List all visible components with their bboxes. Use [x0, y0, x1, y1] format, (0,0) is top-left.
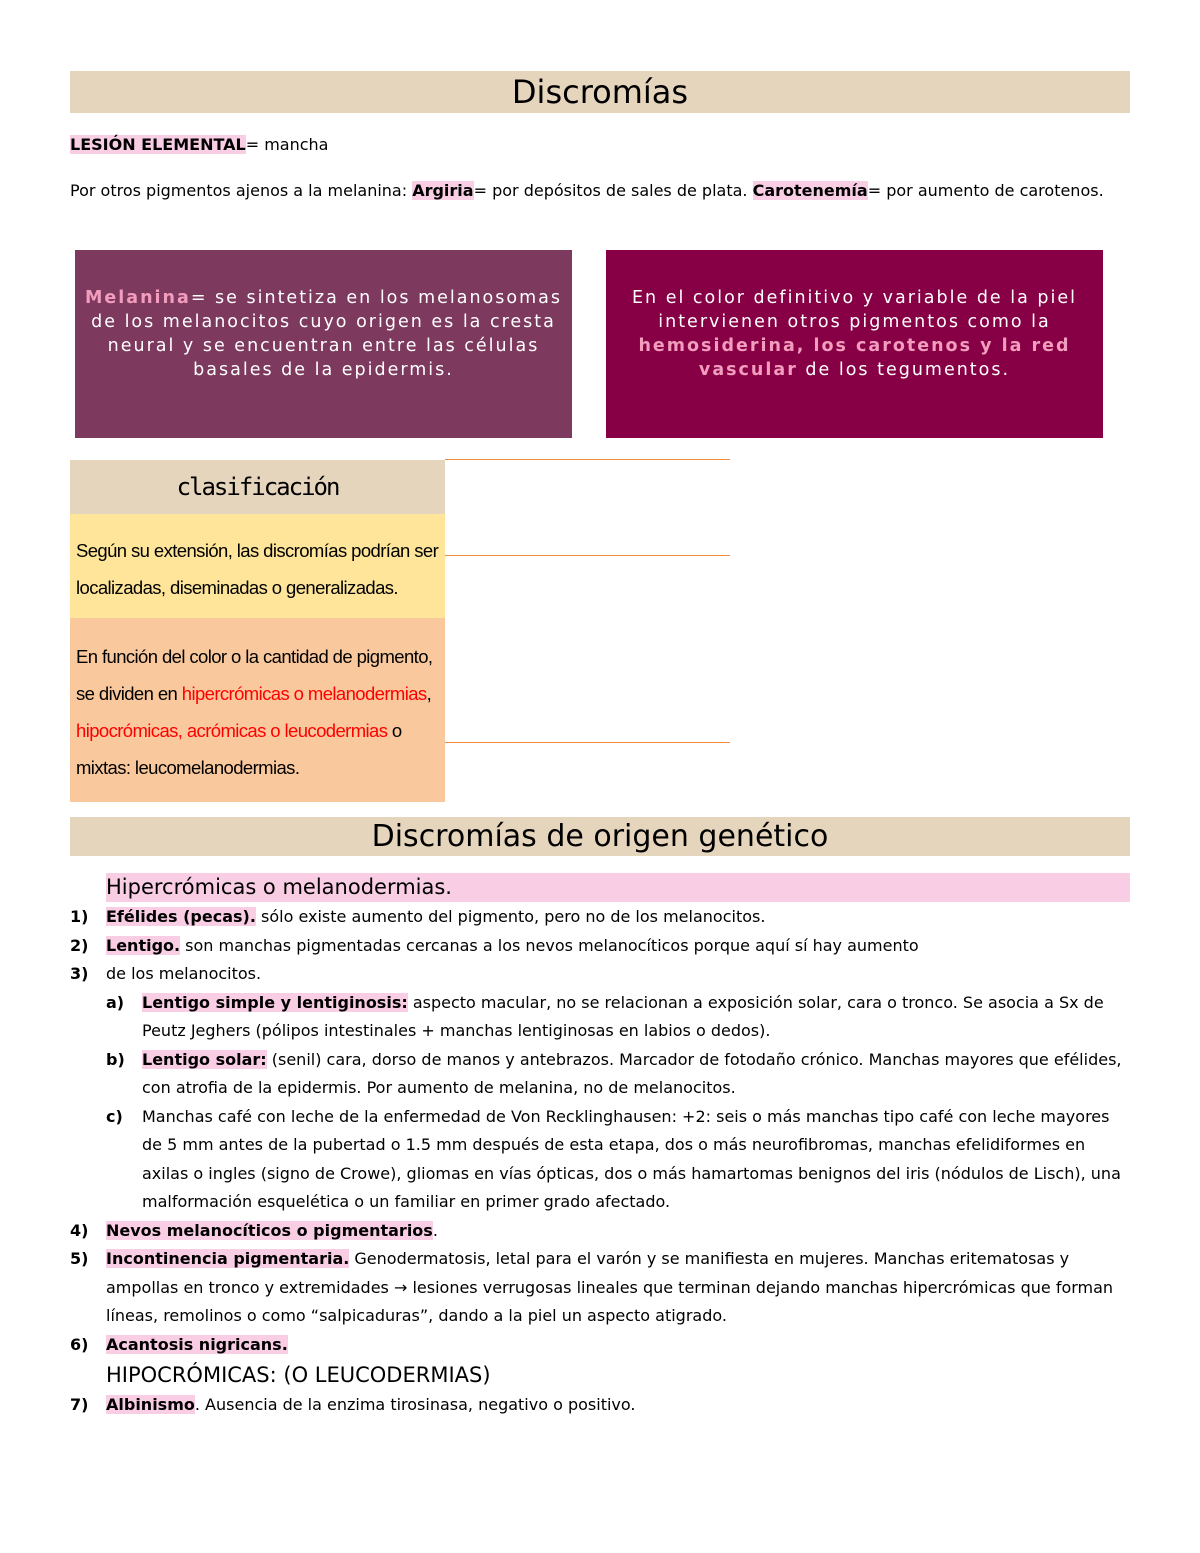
pigments-intro: Por otros pigmentos ajenos a la melanina:: [70, 181, 413, 200]
list-text: . Ausencia de la enzima tirosinasa, negativo o positivo.: [194, 1395, 636, 1414]
argiria-text: = por depósitos de sales de plata.: [473, 181, 753, 200]
list-item: [70, 1331, 1130, 1360]
sub-list-term: Lentigo solar:: [142, 1049, 267, 1069]
list-item: [70, 1391, 1130, 1420]
sub-list-term: Lentigo simple y lentiginosis:: [142, 992, 408, 1012]
classification-extension: Según su extensión, las discromías podrían ser localizadas, diseminadas o generalizadas.: [70, 514, 445, 618]
list-term: Nevos melanocíticos o pigmentarios: [106, 1220, 433, 1240]
list-text: .: [432, 1220, 438, 1240]
sub-list-num: c): [106, 1106, 123, 1126]
list-item: [70, 903, 1130, 932]
sub-list-item: [70, 1103, 1130, 1217]
sub-list-item: [70, 989, 1130, 1046]
list-text: son manchas pigmentadas cercanas a los nevos melanocíticos porque aquí sí hay aumento: [180, 935, 919, 955]
pigments-box-highlight: hemosiderina, los carotenos y la red vascular: [638, 336, 1071, 380]
list-text: de los melanocitos.: [106, 964, 262, 983]
lesion-elemental-value: = mancha: [245, 135, 329, 154]
list-item: [70, 1217, 1130, 1246]
sub-list-item: [70, 1046, 1130, 1103]
connector-line: [445, 459, 730, 460]
argiria-term: Argiria: [412, 181, 474, 200]
list-num: 3): [70, 964, 89, 983]
list-num: 5): [70, 1249, 89, 1268]
pigments-box-text1: En el color definitivo y variable de la piel intervienen otros pigmentos como la: [631, 288, 1078, 332]
lesion-elemental-line: [70, 131, 1130, 158]
page-title: Discromías: [70, 71, 1130, 113]
hipercromicas-heading: Hipercrómicas o melanodermias.: [106, 873, 1130, 902]
classification-color-text1: En función del color o la cantidad de pigmento, se dividen en: [76, 646, 433, 704]
sub-list-text: Manchas café con leche de la enfermedad de Von Recklinghausen: +2: seis o más manchas tipo café con leche mayores de 5 mm antes de la pubertad o 1.5 mm después de esta etapa, dos o más neurofibromas, manchas efelidiformes en axilas o ingles (signo de Crowe), gliomas en vías ópticas, dos o más hamartomas benignos del iris (nódulos de Lisch), una malformación esquelética o un familiar en primer grado afectado.: [142, 1106, 1121, 1211]
classification-color: [70, 618, 445, 802]
sub-list-num: a): [106, 992, 125, 1012]
hipercromicas-term: hipercrómicas o melanodermias: [181, 683, 427, 704]
melanina-text: = se sintetiza en los melanosomas de los melanocitos cuyo origen es la cresta neural y se encuentran entre las células basales de la epidermis.: [91, 288, 562, 380]
list-item: [70, 1245, 1130, 1331]
sub-list-text: (senil) cara, dorso de manos y antebrazos. Marcador de fotodaño crónico. Manchas mayores que efélides, con atrofia de la epidermis. Por aumento de melanina, no de melanocitos.: [142, 1049, 1122, 1097]
pigments-paragraph: [70, 177, 1130, 204]
classification-color-text3: o mixtas: leucomelanodermias.: [76, 720, 402, 778]
hipocromicas-heading-text: HIPOCRÓMICAS: (O LEUCODERMIAS): [106, 1363, 491, 1387]
melanina-box: [75, 250, 572, 438]
list-num: 6): [70, 1334, 89, 1354]
carotenemia-term: Carotenemía: [752, 181, 868, 200]
list-term: Acantosis nigricans.: [106, 1334, 288, 1354]
hipocromicas-heading: [70, 1359, 1130, 1391]
list-term: Albinismo: [106, 1395, 195, 1414]
list-term: Efélides (pecas).: [106, 907, 256, 926]
sub-list-text: aspecto macular, no se relacionan a exposición solar, cara o tronco. Se asocia a Sx de Peutz Jeghers (pólipos intestinales + manchas lentiginosas en labios o dedos).: [142, 992, 1104, 1040]
connector-line: [445, 555, 730, 556]
genetic-list: [70, 903, 1130, 1420]
hipocromicas-term: hipocrómicas, acrómicas o leucodermias: [76, 720, 388, 741]
pigments-box-text2: de los tegumentos.: [797, 360, 1011, 380]
lesion-elemental-label: LESIÓN ELEMENTAL: [70, 135, 246, 154]
list-text: sólo existe aumento del pigmento, pero no de los melanocitos.: [255, 907, 766, 926]
list-num: 4): [70, 1220, 89, 1240]
list-item: [70, 960, 1130, 989]
classification-header: clasificación: [70, 460, 445, 514]
connector-line: [445, 742, 730, 743]
list-num: 2): [70, 935, 89, 955]
list-num: 7): [70, 1395, 89, 1414]
classification-color-text2: ,: [426, 683, 432, 704]
list-item: [70, 932, 1130, 961]
list-term: Lentigo.: [106, 935, 181, 955]
carotenemia-text: = por aumento de carotenos.: [867, 181, 1104, 200]
list-num: 1): [70, 907, 89, 926]
melanina-term: Melanina: [85, 288, 191, 308]
section-title: Discromías de origen genético: [70, 817, 1130, 856]
pigments-box: [606, 250, 1103, 438]
list-text: Genodermatosis, letal para el varón y se manifiesta en mujeres. Manchas eritematosas y ampollas en tronco y extremidades → lesiones verrugosas lineales que terminan dejando manchas hipercrómicas que forman líneas, remolinos o como “salpicaduras”, dando a la piel un aspecto atigrado.: [106, 1249, 1114, 1325]
sub-list-num: b): [106, 1049, 125, 1069]
list-term: Incontinencia pigmentaria.: [106, 1249, 350, 1268]
